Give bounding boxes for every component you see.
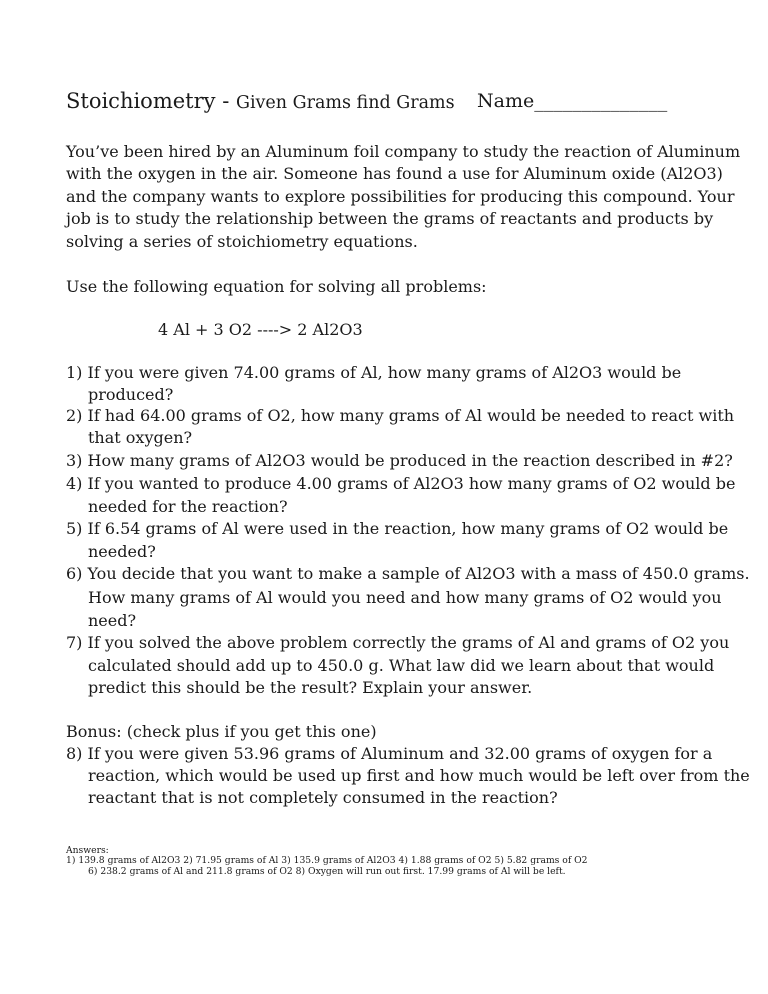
problem-line: needed for the reaction? [88, 497, 288, 516]
problem-line: 7) If you solved the above problem correctly the grams of Al and grams of O2 you [66, 633, 730, 652]
problem-line: needed? [88, 542, 156, 561]
bonus-line: reactant that is not completely consumed in the reaction? [88, 788, 558, 807]
bonus-heading: Bonus: (check plus if you get this one) [66, 722, 377, 741]
bonus-line: reaction, which would be used up first and how much would be left over from the [88, 766, 750, 785]
intro-line: and the company wants to explore possibilities for producing this compound. Your [66, 187, 735, 206]
problem-line: that oxygen? [88, 428, 193, 447]
problem-line: 2) If had 64.00 grams of O2, how many grams of Al would be needed to react with [66, 406, 735, 425]
answers-line: 1) 139.8 grams of Al2O3 2) 71.95 grams of Al 3) 135.9 grams of Al2O3 4) 1.88 grams of O2 5) 5.82 grams of O2 [66, 855, 588, 866]
name-field-label: Name______________ [477, 90, 668, 112]
intro-line: You’ve been hired by an Aluminum foil company to study the reaction of Aluminum [66, 142, 741, 161]
intro-line: solving a series of stoichiometry equations. [66, 232, 418, 251]
answers-line: 6) 238.2 grams of Al and 211.8 grams of O2 8) Oxygen will run out first. 17.99 grams of Al will be left. [88, 866, 566, 877]
worksheet-title [66, 88, 668, 116]
bonus-line: 8) If you were given 53.96 grams of Aluminum and 32.00 grams of oxygen for a [66, 744, 713, 763]
problem-line: 5) If 6.54 grams of Al were used in the reaction, how many grams of O2 would be [66, 519, 729, 538]
problem-line: calculated should add up to 450.0 g. What law did we learn about that would [88, 656, 715, 675]
problem-line: 3) How many grams of Al2O3 would be produced in the reaction described in #2? [66, 451, 733, 470]
chemical-equation: 4 Al + 3 O2 ----> 2 Al2O3 [158, 320, 363, 339]
title-subtitle: Given Grams find Grams [235, 93, 455, 113]
problem-line: 4) If you wanted to produce 4.00 grams of Al2O3 how many grams of O2 would be [66, 474, 736, 493]
problem-line: 6) You decide that you want to make a sample of Al2O3 with a mass of 450.0 grams. [66, 564, 750, 583]
problem-line: How many grams of Al would you need and how many grams of O2 would you [88, 588, 722, 607]
problem-line: need? [88, 611, 137, 630]
intro-line: with the oxygen in the air. Someone has found a use for Aluminum oxide (Al2O3) [66, 164, 723, 183]
answers-heading: Answers: [66, 845, 109, 856]
problem-line: predict this should be the result? Explain your answer. [88, 678, 533, 697]
problem-line: 1) If you were given 74.00 grams of Al, how many grams of Al2O3 would be [66, 363, 682, 382]
intro-line: job is to study the relationship between the grams of reactants and products by [66, 209, 714, 228]
problem-line: produced? [88, 385, 174, 404]
title-topic: Stoichiometry - [66, 89, 236, 113]
instruction-text: Use the following equation for solving all problems: [66, 277, 487, 296]
